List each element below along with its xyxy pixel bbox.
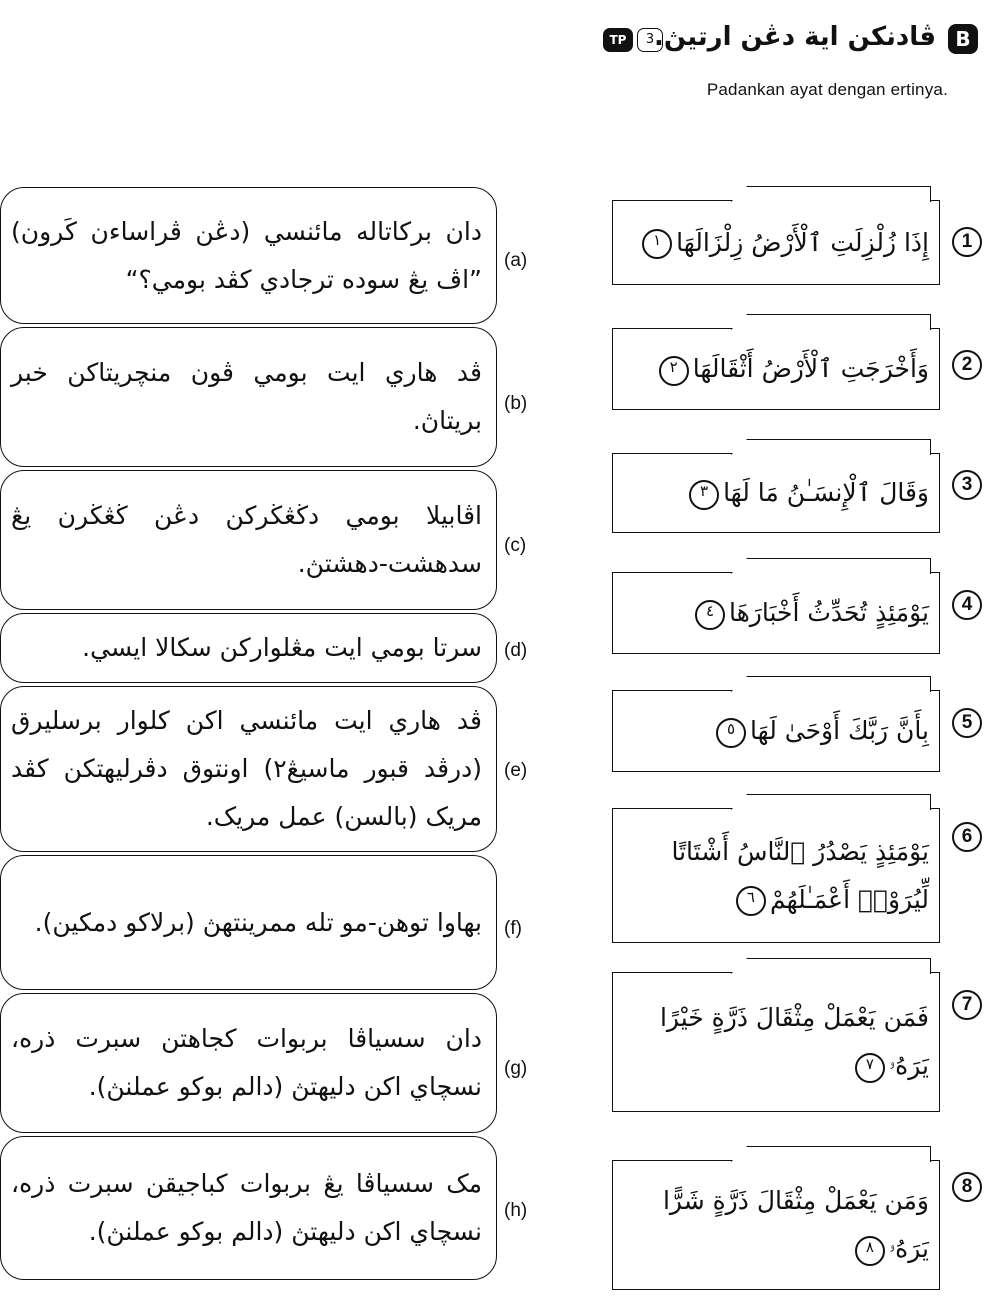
- instruction-jawi: ڤادنكن اية دڠن ارتيڽ.: [653, 22, 936, 52]
- ayah-end-marker: ٧: [855, 1053, 885, 1083]
- meaning-text: ڤد هاري ايت بومي ڤون منچريتاكن خبر بريتاڽ.: [11, 358, 482, 435]
- tp-level: 3: [637, 28, 663, 52]
- verse-number: 5: [952, 708, 982, 738]
- verse-box-3[interactable]: [612, 453, 940, 533]
- meaning-letter: (g): [504, 1058, 528, 1079]
- meaning-box-d[interactable]: [0, 613, 497, 683]
- verse-box-7[interactable]: [612, 972, 940, 1112]
- tp-badge: TP: [603, 28, 633, 52]
- verse-number: 4: [952, 590, 982, 620]
- meaning-box-a[interactable]: [0, 187, 497, 324]
- verse-text: [623, 1177, 929, 1273]
- meaning-letter: (e): [504, 760, 528, 781]
- verse-number: 7: [952, 990, 982, 1020]
- verse-text: [623, 589, 929, 637]
- meaning-letter: (b): [504, 393, 528, 414]
- ayah-end-marker: ١: [642, 229, 672, 259]
- verse-text: [623, 828, 929, 924]
- meaning-text: سرتا بومي ايت مڠلواركن سکالا ايسي.: [82, 633, 482, 662]
- ayah-end-marker: ٨: [855, 1236, 885, 1266]
- verse-box-6[interactable]: [612, 808, 940, 943]
- verse-box-4[interactable]: [612, 572, 940, 654]
- verse-arabic: إِذَا زُلْزِلَتِ ٱلْأَرْضُ زِلْزَالَهَا: [676, 227, 929, 257]
- verse-text: [623, 707, 929, 755]
- verse-text: [623, 345, 929, 393]
- verse-number: 6: [952, 822, 982, 852]
- verse-arabic: يَوْمَئِذٍ يَصْدُرُ ٱلنَّاسُ أَشْتَاتًا لِّيُرَوْا۟ أَعْمَـٰلَهُمْ: [671, 836, 929, 914]
- meaning-letter: (d): [504, 640, 528, 661]
- meaning-box-h[interactable]: [0, 1136, 497, 1280]
- meaning-text: بهاوا توهن-مو تله ممرينتهڽ (برلاكو دمكين).: [34, 907, 482, 937]
- verse-box-tab: [731, 314, 931, 330]
- verse-box-1[interactable]: [612, 200, 940, 285]
- ayah-end-marker: ٣: [689, 480, 719, 510]
- meaning-text: دان بركاتاله مائنسي (دڠن ڤراساءن كَرون) ”اڤ يڠ سوده ترجادي كڤد بومي؟“: [11, 216, 482, 294]
- verse-box-tab: [731, 676, 931, 692]
- verse-box-8[interactable]: [612, 1160, 940, 1290]
- section-badge: B: [948, 24, 978, 54]
- meaning-text: مک سسياڤا يڠ بربوات كباجيقن سبرت ذره، نسچاي اكن دليهتڽ (دالم بوكو عملنڽ).: [11, 1169, 482, 1246]
- meaning-box-c[interactable]: [0, 470, 497, 610]
- verse-arabic: يَوْمَئِذٍ تُحَدِّثُ أَخْبَارَهَا: [728, 598, 929, 627]
- instruction-latin: Padankan ayat dengan ertinya.: [706, 80, 948, 99]
- verse-text: [623, 469, 929, 517]
- meaning-box-f[interactable]: [0, 855, 497, 990]
- meaning-letter: (c): [504, 535, 527, 556]
- meaning-box-g[interactable]: [0, 993, 497, 1133]
- verse-box-tab: [731, 1146, 931, 1162]
- meaning-text: ڤد هاري ايت مائنسي اكن كلوار برسليرق (درڤد قبور ماسيڠ٢) اونتوق دڤرليهتكن كڤد مريک (بالسن) عمل مريک.: [11, 706, 482, 831]
- verse-box-tab: [731, 794, 931, 810]
- ayah-end-marker: ٥: [716, 718, 746, 748]
- verse-box-tab: [731, 958, 931, 974]
- verse-box-tab: [731, 558, 931, 574]
- meaning-text: دان سسياڤا بربوات كجاهتن سبرت ذره، نسچاي اكن دليهتڽ (دالم بوكو عملنڽ).: [11, 1024, 482, 1101]
- ayah-end-marker: ٢: [659, 356, 689, 386]
- ayah-end-marker: ٤: [695, 600, 725, 630]
- meaning-letter: (h): [504, 1200, 528, 1221]
- verse-number: 8: [952, 1172, 982, 1202]
- verse-arabic: فَمَن يَعْمَلْ مِثْقَالَ ذَرَّةٍ خَيْرًا يَرَهُۥ: [659, 1003, 929, 1080]
- verse-box-2[interactable]: [612, 328, 940, 410]
- verse-arabic: وَقَالَ ٱلْإِنسَـٰنُ مَا لَهَا: [723, 478, 929, 507]
- verse-box-tab: [731, 186, 931, 202]
- meaning-box-e[interactable]: [0, 686, 497, 852]
- verse-box-5[interactable]: [612, 690, 940, 772]
- meaning-letter: (a): [504, 250, 528, 271]
- verse-text: [623, 994, 929, 1090]
- exercise-header: [558, 20, 978, 60]
- verse-arabic: وَمَن يَعْمَلْ مِثْقَالَ ذَرَّةٍ شَرًّا يَرَهُۥ: [662, 1186, 929, 1263]
- verse-number: 1: [952, 227, 982, 257]
- verse-arabic: وَأَخْرَجَتِ ٱلْأَرْضُ أَثْقَالَهَا: [692, 354, 929, 383]
- verse-number: 3: [952, 470, 982, 500]
- verse-box-tab: [731, 439, 931, 455]
- meaning-text: اڤابيلا بومي دڬڠڬرکن دڠن ڬڠڬرن يڠ سدهشت-دهشتڽ.: [11, 501, 482, 578]
- verse-number: 2: [952, 350, 982, 380]
- verse-arabic: بِأَنَّ رَبَّكَ أَوْحَىٰ لَهَا: [750, 716, 929, 745]
- meaning-letter: (f): [504, 918, 522, 939]
- meaning-box-b[interactable]: [0, 327, 497, 467]
- ayah-end-marker: ٦: [736, 886, 766, 916]
- verse-text: [623, 219, 929, 267]
